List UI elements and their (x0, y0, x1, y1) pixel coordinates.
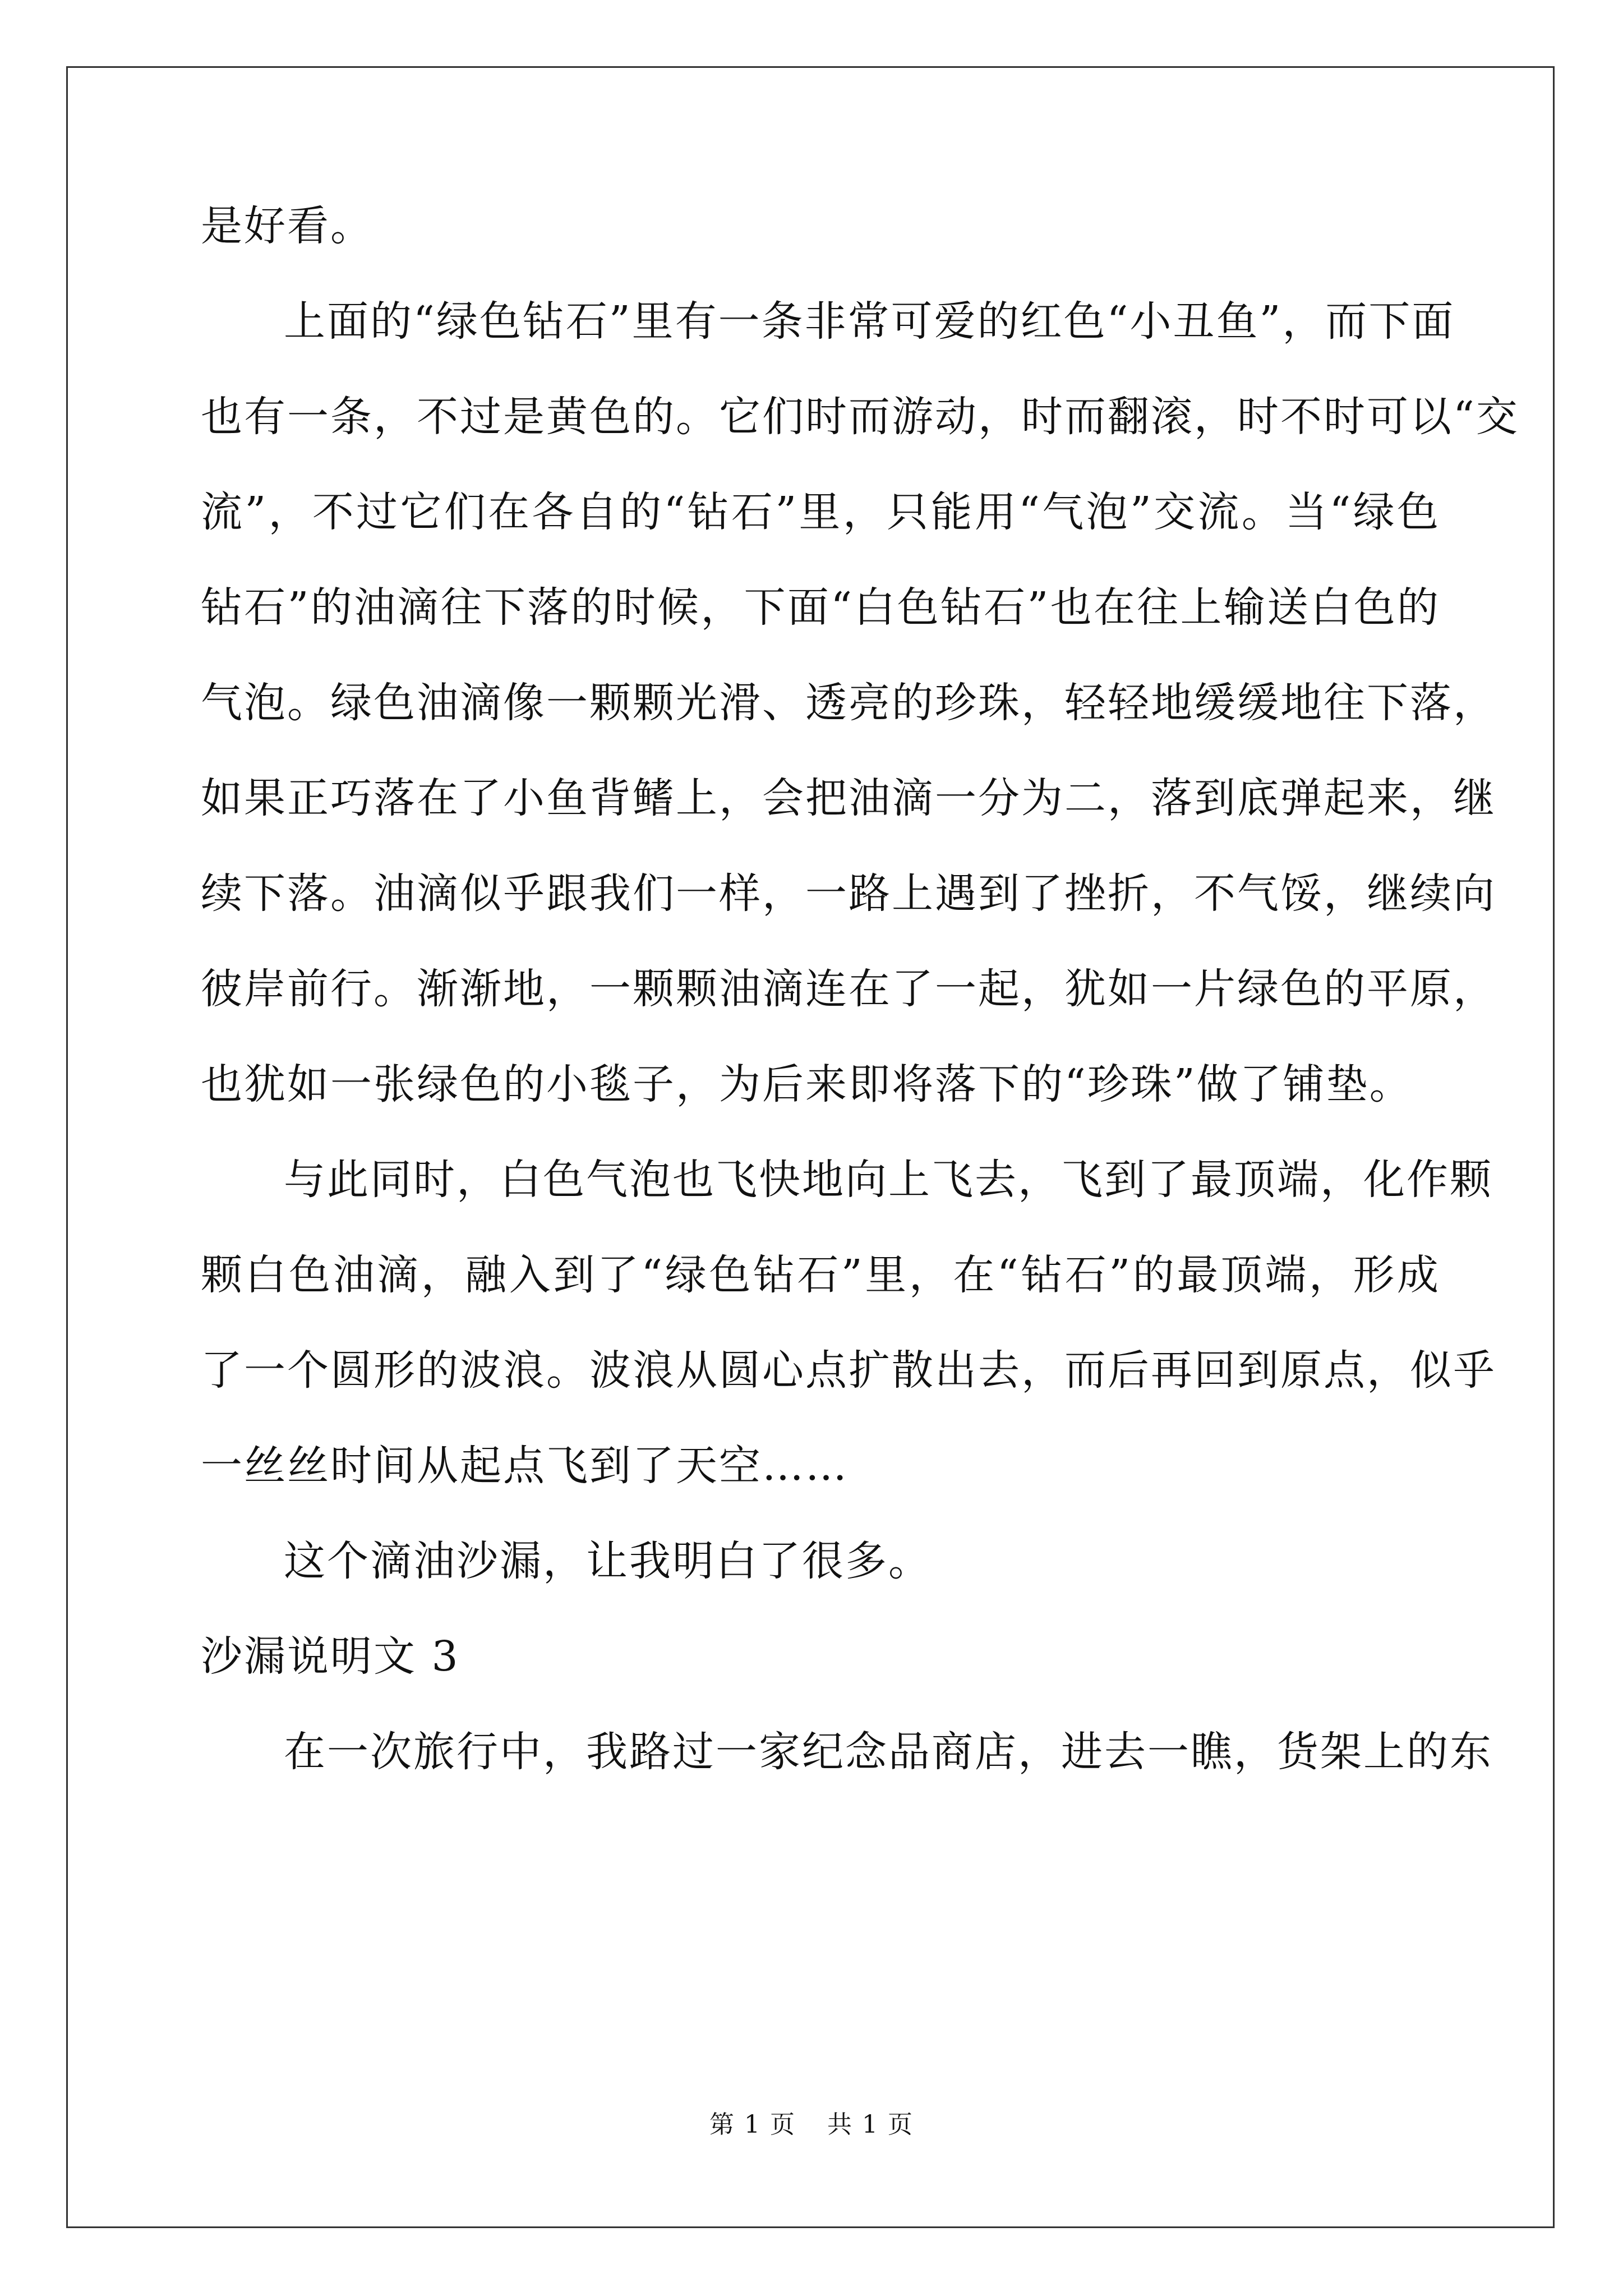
page-footer (0, 2108, 1623, 2142)
paragraph-first-line: 与此同时，白色气泡也飞快地向上飞去，飞到了最顶端，化作颗 (284, 1156, 1493, 1204)
text-line: 如果正巧落在了小鱼背鳍上，会把油滴一分为二，落到底弹起来，继 (201, 774, 1496, 822)
text-line: 续下落。油滴似乎跟我们一样，一路上遇到了挫折，不气馁，继续向 (201, 869, 1496, 918)
section-heading: 沙漏说明文 3 (201, 1632, 460, 1681)
text-line: 流”，不过它们在各自的“钻石”里，只能用“气泡”交流。当“绿色 (201, 488, 1440, 536)
text-line: 是好看。 (201, 202, 374, 250)
text-line: 一丝丝时间从起点飞到了天空…… (201, 1442, 849, 1490)
text-line: 了一个圆形的波浪。波浪从圆心点扩散出去，而后再回到原点，似乎 (201, 1346, 1496, 1395)
text-line: 颗白色油滴，融入到了“绿色钻石”里，在“钻石”的最顶端，形成 (201, 1251, 1440, 1299)
paragraph-first-line: 这个滴油沙漏，让我明白了很多。 (284, 1537, 932, 1585)
text-line: 也有一条，不过是黄色的。它们时而游动，时而翻滚，时不时可以“交 (201, 393, 1519, 441)
text-line: 彼岸前行。渐渐地，一颗颗油滴连在了一起，犹如一片绿色的平原， (201, 965, 1496, 1013)
text-line: 钻石”的油滴往下落的时候，下面“白色钻石”也在往上输送白色的 (201, 583, 1440, 632)
paragraph-first-line: 在一次旅行中，我路过一家纪念品商店，进去一瞧，货架上的东 (284, 1728, 1493, 1776)
text-line: 气泡。绿色油滴像一颗颗光滑、透亮的珍珠，轻轻地缓缓地往下落， (201, 679, 1496, 727)
paragraph-first-line: 上面的“绿色钻石”里有一条非常可爱的红色“小丑鱼”，而下面 (284, 297, 1455, 346)
page-total: 共 1 页 (827, 2110, 914, 2139)
page-number: 第 1 页 (709, 2110, 796, 2139)
text-line: 也犹如一张绿色的小毯子，为后来即将落下的“珍珠”做了铺垫。 (201, 1060, 1413, 1108)
